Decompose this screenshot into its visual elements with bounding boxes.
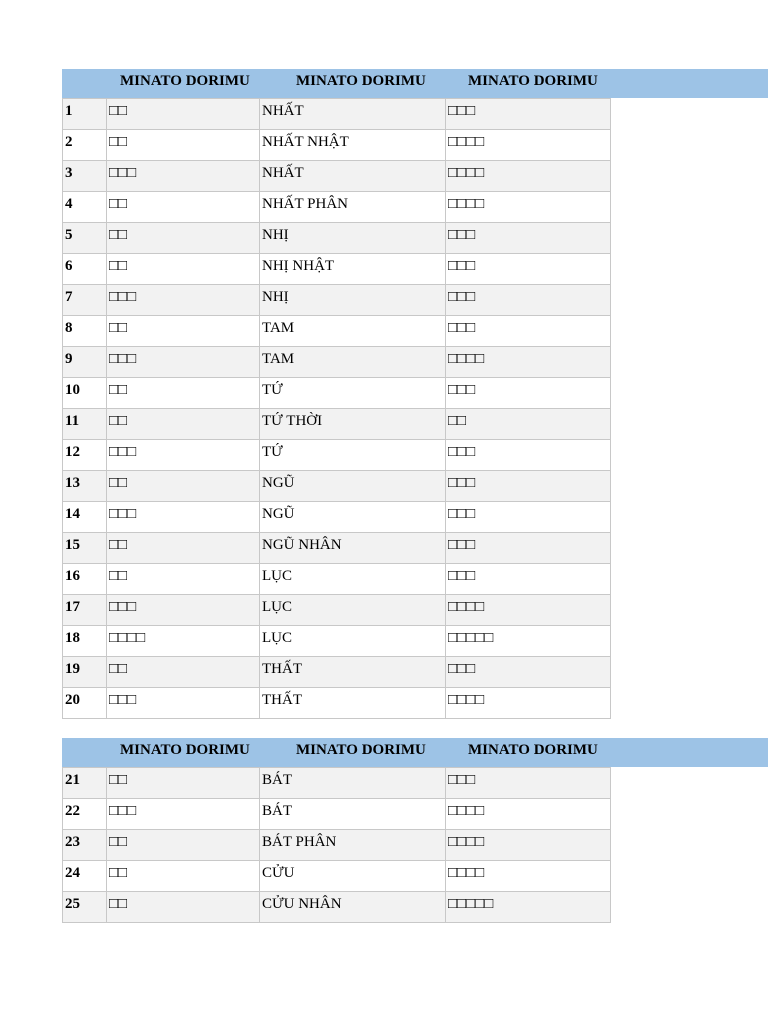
kanji-cell: □□ bbox=[107, 378, 260, 409]
kana-cell: □□□ bbox=[446, 533, 611, 564]
kanji-cell: □□ bbox=[107, 254, 260, 285]
kana-cell: □□□ bbox=[446, 564, 611, 595]
row-number: 24 bbox=[63, 861, 107, 892]
reading-cell: BÁT bbox=[260, 799, 446, 830]
header-label: MINATO DORIMU bbox=[468, 73, 598, 89]
header-label: MINATO DORIMU bbox=[468, 742, 598, 758]
row-number: 10 bbox=[63, 378, 107, 409]
row-number: 8 bbox=[63, 316, 107, 347]
table-row bbox=[63, 564, 611, 595]
row-number: 20 bbox=[63, 688, 107, 719]
kanji-cell: □□ bbox=[107, 409, 260, 440]
kanji-cell: □□□ bbox=[107, 347, 260, 378]
reading-cell: THẤT bbox=[260, 688, 446, 719]
kanji-cell: □□ bbox=[107, 861, 260, 892]
kana-cell: □□□□ bbox=[446, 130, 611, 161]
row-number: 12 bbox=[63, 440, 107, 471]
row-number: 11 bbox=[63, 409, 107, 440]
kana-cell: □□□□□ bbox=[446, 626, 611, 657]
table-row bbox=[63, 347, 611, 378]
vocabulary-table-body bbox=[63, 99, 611, 719]
kana-cell: □□□□□ bbox=[446, 892, 611, 923]
row-number: 13 bbox=[63, 471, 107, 502]
vocabulary-table-body bbox=[63, 768, 611, 923]
reading-cell: NHỊ bbox=[260, 223, 446, 254]
table-row bbox=[63, 130, 611, 161]
kanji-cell: □□ bbox=[107, 316, 260, 347]
row-number: 3 bbox=[63, 161, 107, 192]
table-row bbox=[63, 799, 611, 830]
table-row bbox=[63, 161, 611, 192]
row-number: 14 bbox=[63, 502, 107, 533]
row-number: 18 bbox=[63, 626, 107, 657]
kana-cell: □□□ bbox=[446, 254, 611, 285]
reading-cell: BÁT PHÂN bbox=[260, 830, 446, 861]
reading-cell: NHỊ NHẬT bbox=[260, 254, 446, 285]
kana-cell: □□□ bbox=[446, 471, 611, 502]
table-row bbox=[63, 409, 611, 440]
reading-cell: NHẤT PHÂN bbox=[260, 192, 446, 223]
kanji-cell: □□□ bbox=[107, 440, 260, 471]
table-row bbox=[63, 768, 611, 799]
kana-cell: □□□ bbox=[446, 223, 611, 254]
reading-cell: NHẤT bbox=[260, 99, 446, 130]
row-number: 4 bbox=[63, 192, 107, 223]
table-row bbox=[63, 502, 611, 533]
reading-cell: LỤC bbox=[260, 626, 446, 657]
kana-cell: □□□ bbox=[446, 316, 611, 347]
kana-cell: □□□ bbox=[446, 657, 611, 688]
table-row bbox=[63, 99, 611, 130]
reading-cell: TỨ bbox=[260, 440, 446, 471]
reading-cell: CỬU bbox=[260, 861, 446, 892]
table-row bbox=[63, 892, 611, 923]
table-row bbox=[63, 688, 611, 719]
reading-cell: TAM bbox=[260, 316, 446, 347]
table-row bbox=[63, 657, 611, 688]
kanji-cell: □□□ bbox=[107, 799, 260, 830]
kanji-cell: □□ bbox=[107, 130, 260, 161]
kana-cell: □□□□ bbox=[446, 861, 611, 892]
row-number: 22 bbox=[63, 799, 107, 830]
table-row bbox=[63, 223, 611, 254]
kana-cell: □□□ bbox=[446, 285, 611, 316]
kanji-cell: □□ bbox=[107, 471, 260, 502]
row-number: 19 bbox=[63, 657, 107, 688]
reading-cell: THẤT bbox=[260, 657, 446, 688]
kanji-cell: □□ bbox=[107, 223, 260, 254]
reading-cell: TỨ bbox=[260, 378, 446, 409]
kanji-cell: □□ bbox=[107, 99, 260, 130]
row-number: 1 bbox=[63, 99, 107, 130]
row-number: 6 bbox=[63, 254, 107, 285]
kanji-cell: □□ bbox=[107, 830, 260, 861]
row-number: 23 bbox=[63, 830, 107, 861]
kana-cell: □□□□ bbox=[446, 347, 611, 378]
kanji-cell: □□□ bbox=[107, 161, 260, 192]
table-header-band bbox=[62, 69, 768, 98]
reading-cell: BÁT bbox=[260, 768, 446, 799]
table-row bbox=[63, 626, 611, 657]
table-row bbox=[63, 378, 611, 409]
reading-cell: LỤC bbox=[260, 564, 446, 595]
table-header-band bbox=[62, 738, 768, 767]
kanji-cell: □□ bbox=[107, 564, 260, 595]
table-row bbox=[63, 192, 611, 223]
row-number: 5 bbox=[63, 223, 107, 254]
table-row bbox=[63, 316, 611, 347]
kanji-cell: □□□ bbox=[107, 688, 260, 719]
row-number: 2 bbox=[63, 130, 107, 161]
reading-cell: TỨ THỜI bbox=[260, 409, 446, 440]
row-number: 25 bbox=[63, 892, 107, 923]
reading-cell: NHỊ bbox=[260, 285, 446, 316]
reading-cell: NGŨ NHÂN bbox=[260, 533, 446, 564]
kanji-cell: □□ bbox=[107, 768, 260, 799]
row-number: 9 bbox=[63, 347, 107, 378]
kanji-cell: □□□□ bbox=[107, 626, 260, 657]
reading-cell: CỬU NHÂN bbox=[260, 892, 446, 923]
kanji-cell: □□□ bbox=[107, 502, 260, 533]
table-row bbox=[63, 471, 611, 502]
header-label: MINATO DORIMU bbox=[120, 742, 250, 758]
row-number: 21 bbox=[63, 768, 107, 799]
table-row bbox=[63, 440, 611, 471]
reading-cell: NHẤT bbox=[260, 161, 446, 192]
row-number: 16 bbox=[63, 564, 107, 595]
header-label: MINATO DORIMU bbox=[296, 73, 426, 89]
kana-cell: □□□□ bbox=[446, 830, 611, 861]
kana-cell: □□□ bbox=[446, 502, 611, 533]
kana-cell: □□ bbox=[446, 409, 611, 440]
vocabulary-table bbox=[62, 98, 611, 719]
kanji-cell: □□□ bbox=[107, 285, 260, 316]
reading-cell: NGŨ bbox=[260, 471, 446, 502]
reading-cell: LỤC bbox=[260, 595, 446, 626]
header-label: MINATO DORIMU bbox=[296, 742, 426, 758]
kanji-cell: □□ bbox=[107, 192, 260, 223]
row-number: 7 bbox=[63, 285, 107, 316]
kanji-cell: □□□ bbox=[107, 595, 260, 626]
row-number: 17 bbox=[63, 595, 107, 626]
table-row bbox=[63, 533, 611, 564]
kana-cell: □□□□ bbox=[446, 192, 611, 223]
table-row bbox=[63, 285, 611, 316]
table-row bbox=[63, 595, 611, 626]
vocabulary-table bbox=[62, 767, 611, 923]
reading-cell: NGŨ bbox=[260, 502, 446, 533]
kanji-cell: □□ bbox=[107, 892, 260, 923]
table-row bbox=[63, 830, 611, 861]
kana-cell: □□□ bbox=[446, 99, 611, 130]
kana-cell: □□□ bbox=[446, 768, 611, 799]
kana-cell: □□□□ bbox=[446, 799, 611, 830]
table-row bbox=[63, 254, 611, 285]
row-number: 15 bbox=[63, 533, 107, 564]
kana-cell: □□□□ bbox=[446, 688, 611, 719]
kanji-cell: □□ bbox=[107, 657, 260, 688]
kana-cell: □□□ bbox=[446, 378, 611, 409]
kana-cell: □□□□ bbox=[446, 161, 611, 192]
reading-cell: NHẤT NHẬT bbox=[260, 130, 446, 161]
reading-cell: TAM bbox=[260, 347, 446, 378]
table-row bbox=[63, 861, 611, 892]
kana-cell: □□□ bbox=[446, 440, 611, 471]
kana-cell: □□□□ bbox=[446, 595, 611, 626]
header-label: MINATO DORIMU bbox=[120, 73, 250, 89]
kanji-cell: □□ bbox=[107, 533, 260, 564]
